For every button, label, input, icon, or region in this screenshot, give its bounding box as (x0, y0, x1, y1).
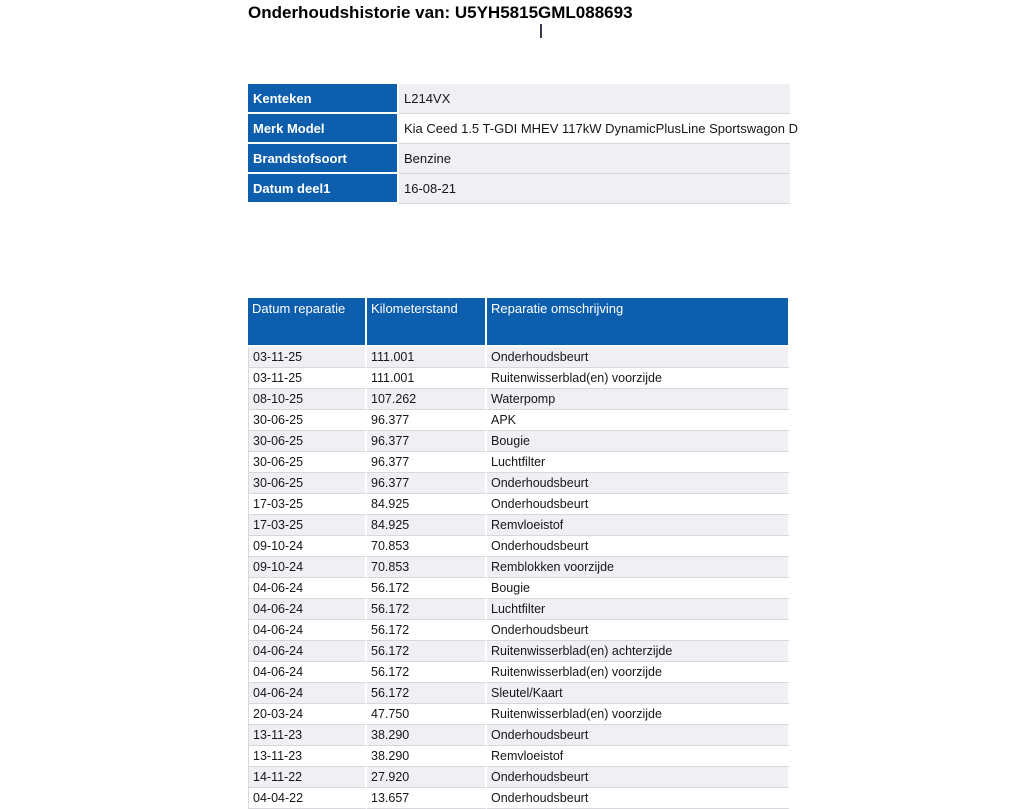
cell-datum: 04-06-24 (248, 641, 367, 662)
info-value-cell: Benzine (399, 144, 790, 174)
cell-datum: 03-11-25 (248, 368, 367, 389)
cell-kilometerstand: 111.001 (367, 368, 487, 389)
cell-omschrijving: Ruitenwisserblad(en) voorzijde (487, 662, 790, 683)
table-row (248, 431, 790, 452)
cell-datum: 17-03-25 (248, 494, 367, 515)
table-row (248, 494, 790, 515)
cell-omschrijving: Luchtfilter (487, 599, 790, 620)
info-label-cell: Datum deel1 (248, 174, 399, 204)
cell-kilometerstand: 38.290 (367, 725, 487, 746)
table-row (248, 473, 790, 494)
cell-omschrijving: Remvloeistof (487, 515, 790, 536)
table-row (248, 389, 790, 410)
cell-omschrijving: Onderhoudsbeurt (487, 725, 790, 746)
cell-omschrijving: Onderhoudsbeurt (487, 620, 790, 641)
cell-datum: 20-03-24 (248, 704, 367, 725)
repairs-body (248, 347, 790, 809)
cell-omschrijving: Ruitenwisserblad(en) voorzijde (487, 368, 790, 389)
cell-omschrijving: Ruitenwisserblad(en) voorzijde (487, 704, 790, 725)
cell-datum: 03-11-25 (248, 347, 367, 368)
cell-datum: 04-04-22 (248, 788, 367, 809)
cell-kilometerstand: 107.262 (367, 389, 487, 410)
cell-omschrijving: Remblokken voorzijde (487, 557, 790, 578)
table-row (248, 767, 790, 788)
cell-omschrijving: Onderhoudsbeurt (487, 788, 790, 809)
cell-omschrijving: Bougie (487, 431, 790, 452)
cell-datum: 04-06-24 (248, 683, 367, 704)
info-value-cell: 16-08-21 (399, 174, 790, 204)
cell-omschrijving: Bougie (487, 578, 790, 599)
table-row (248, 536, 790, 557)
cell-kilometerstand: 56.172 (367, 641, 487, 662)
table-row (248, 641, 790, 662)
cell-datum: 08-10-25 (248, 389, 367, 410)
cell-omschrijving: Remvloeistof (487, 746, 790, 767)
cell-omschrijving: Luchtfilter (487, 452, 790, 473)
cell-kilometerstand: 70.853 (367, 557, 487, 578)
page-title: Onderhoudshistorie van: U5YH5815GML088693 (248, 3, 633, 22)
cell-kilometerstand: 56.172 (367, 662, 487, 683)
cell-datum: 04-06-24 (248, 620, 367, 641)
cell-datum: 17-03-25 (248, 515, 367, 536)
table-row (248, 746, 790, 767)
repairs-header-cell: Kilometerstand (367, 298, 487, 347)
repairs-header-row (248, 298, 790, 347)
table-row (248, 725, 790, 746)
table-row (248, 704, 790, 725)
cell-omschrijving: APK (487, 410, 790, 431)
cell-omschrijving: Onderhoudsbeurt (487, 767, 790, 788)
table-row (248, 578, 790, 599)
info-row (248, 144, 790, 174)
table-row (248, 788, 790, 809)
table-row (248, 662, 790, 683)
cell-kilometerstand: 96.377 (367, 431, 487, 452)
report-page (248, 0, 799, 805)
repairs-header-cell: Datum reparatie (248, 298, 367, 347)
repairs-table (248, 298, 790, 809)
cell-datum: 30-06-25 (248, 431, 367, 452)
table-row (248, 452, 790, 473)
cell-omschrijving: Ruitenwisserblad(en) achterzijde (487, 641, 790, 662)
vehicle-info-table (248, 84, 799, 204)
cell-kilometerstand: 56.172 (367, 578, 487, 599)
cell-kilometerstand: 96.377 (367, 452, 487, 473)
info-value-cell: Kia Ceed 1.5 T-GDI MHEV 117kW DynamicPlusLine Sportswagon D (399, 114, 790, 144)
cell-kilometerstand: 56.172 (367, 620, 487, 641)
table-row (248, 368, 790, 389)
cell-kilometerstand: 47.750 (367, 704, 487, 725)
cell-datum: 04-06-24 (248, 578, 367, 599)
cell-datum: 04-06-24 (248, 599, 367, 620)
text-cursor (540, 24, 542, 38)
cell-kilometerstand: 13.657 (367, 788, 487, 809)
cell-datum: 30-06-25 (248, 452, 367, 473)
cell-omschrijving: Sleutel/Kaart (487, 683, 790, 704)
cell-kilometerstand: 56.172 (367, 599, 487, 620)
cell-kilometerstand: 84.925 (367, 515, 487, 536)
info-row (248, 114, 790, 144)
table-row (248, 620, 790, 641)
info-label-cell: Brandstofsoort (248, 144, 399, 174)
cell-datum: 13-11-23 (248, 725, 367, 746)
cell-omschrijving: Onderhoudsbeurt (487, 536, 790, 557)
info-row (248, 84, 790, 114)
info-label-cell: Kenteken (248, 84, 399, 114)
cell-kilometerstand: 111.001 (367, 347, 487, 368)
cell-kilometerstand: 27.920 (367, 767, 487, 788)
cell-datum: 09-10-24 (248, 536, 367, 557)
table-row (248, 515, 790, 536)
cell-datum: 04-06-24 (248, 662, 367, 683)
cell-omschrijving: Onderhoudsbeurt (487, 347, 790, 368)
info-label-cell: Merk Model (248, 114, 399, 144)
cell-kilometerstand: 96.377 (367, 410, 487, 431)
info-value-cell: L214VX (399, 84, 790, 114)
table-row (248, 410, 790, 431)
cell-omschrijving: Onderhoudsbeurt (487, 473, 790, 494)
cell-kilometerstand: 96.377 (367, 473, 487, 494)
table-row (248, 557, 790, 578)
cell-datum: 13-11-23 (248, 746, 367, 767)
cell-kilometerstand: 56.172 (367, 683, 487, 704)
cell-kilometerstand: 38.290 (367, 746, 487, 767)
cell-kilometerstand: 84.925 (367, 494, 487, 515)
cell-omschrijving: Waterpomp (487, 389, 790, 410)
table-row (248, 683, 790, 704)
repairs-header-cell: Reparatie omschrijving (487, 298, 790, 347)
cell-datum: 30-06-25 (248, 473, 367, 494)
cell-omschrijving: Onderhoudsbeurt (487, 494, 790, 515)
info-row (248, 174, 790, 204)
table-row (248, 347, 790, 368)
cell-datum: 30-06-25 (248, 410, 367, 431)
vehicle-info-body (248, 84, 799, 204)
cell-datum: 14-11-22 (248, 767, 367, 788)
cell-kilometerstand: 70.853 (367, 536, 487, 557)
table-row (248, 599, 790, 620)
cell-datum: 09-10-24 (248, 557, 367, 578)
